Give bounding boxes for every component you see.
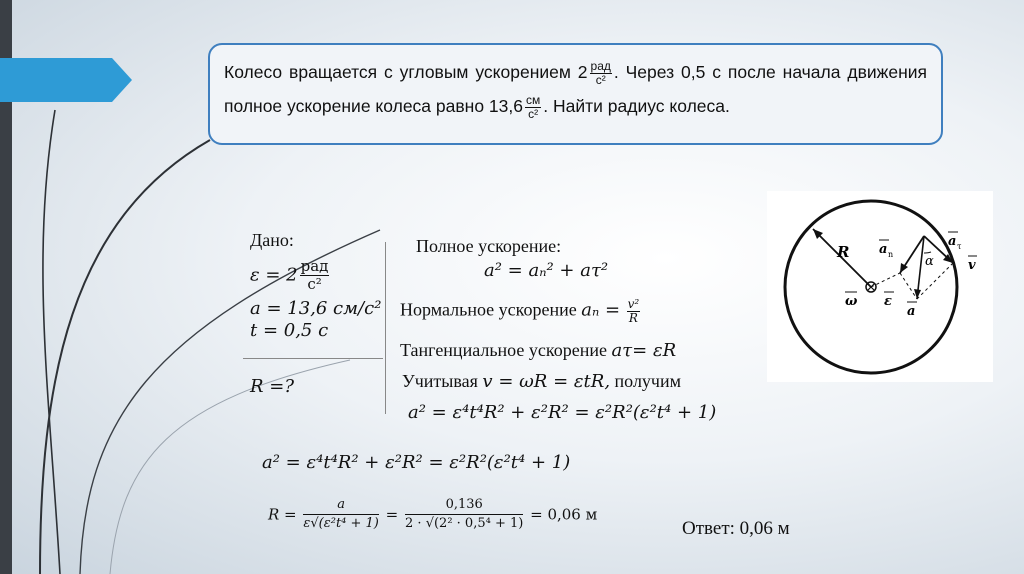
wheel-figure: [767, 191, 993, 382]
task-box: [208, 43, 943, 145]
relation-tail: получим: [614, 371, 682, 391]
unit-rad-per-s2: [590, 60, 612, 87]
result-formula-1: a² = ε⁴t⁴R² + ε²R² = ε²R²(ε²t⁴ + 1): [408, 402, 717, 423]
tang-accel: [400, 340, 676, 361]
given-relation: [402, 371, 681, 392]
r-frac1-num: a: [303, 496, 378, 515]
eps-unit-den: с²: [307, 275, 322, 293]
label-omega: ω: [845, 294, 858, 309]
r-frac-2: [405, 496, 523, 533]
full-accel-label: Полное ускорение:: [416, 236, 562, 256]
label-eps: ε: [884, 294, 892, 309]
label-a: a: [907, 304, 916, 319]
given-a: a = 13,6 см/с²: [250, 298, 382, 319]
label-alpha: α: [925, 254, 934, 269]
label-an: a: [879, 242, 888, 257]
tang-label: Тангенциальное ускорение: [400, 340, 607, 360]
answer: Ответ: 0,06 м: [682, 518, 790, 539]
given-t: t = 0,5 с: [250, 320, 329, 341]
normal-lhs: aₙ =: [581, 299, 621, 321]
task-text-3: . Найти радиус колеса.: [543, 96, 730, 116]
unit-den: с²: [595, 72, 606, 87]
label-an-sub: n: [888, 250, 894, 259]
eps-unit: [300, 258, 330, 293]
unit-num: рад: [590, 58, 611, 73]
given-divider-v: [385, 242, 386, 414]
label-v: v: [968, 258, 976, 273]
unit-num: см: [526, 92, 541, 107]
task-text-1: Колесо вращается с угловым ускорением 2: [224, 62, 588, 82]
relation-text: Учитывая: [402, 371, 478, 391]
r-frac2-den: 2 · √(2² · 0,5⁴ + 1): [405, 516, 524, 531]
r-result: = 0,06 м: [530, 505, 598, 524]
eps-unit-num: рад: [300, 257, 329, 275]
r-eq: =: [385, 505, 399, 524]
given-label: Дано:: [250, 230, 294, 250]
r-frac2-num: 0,136: [405, 496, 523, 515]
normal-label: Нормальное ускорение: [400, 299, 577, 320]
tang-formula: aτ= εR: [611, 340, 677, 361]
wheel-diagram: [767, 191, 993, 382]
r-frac1-den: ε√(ε²t⁴ + 1): [303, 516, 379, 531]
relation-formula: v = ωR = εtR,: [482, 371, 611, 392]
normal-accel: [400, 298, 642, 325]
label-r: R: [837, 243, 850, 261]
task-text-2: . Через 0,5 с после начала движения полное ускорение колеса равно 13,6: [224, 62, 927, 116]
radius-formula: [268, 496, 597, 533]
normal-num: v²: [627, 297, 640, 311]
normal-frac: [627, 298, 641, 325]
label-at-sub: τ: [957, 242, 962, 251]
result-formula-2: a² = ε⁴t⁴R² + ε²R² = ε²R²(ε²t⁴ + 1): [262, 452, 571, 473]
normal-den: R: [628, 311, 638, 325]
eps-lhs: ε = 2: [250, 264, 298, 286]
find-r: R =?: [250, 376, 295, 397]
given-epsilon: [250, 258, 331, 293]
r-frac-1: [303, 496, 378, 533]
unit-den: с²: [528, 106, 539, 121]
r-lhs: R =: [268, 505, 297, 524]
given-divider-h: [243, 358, 383, 359]
arrow-tab: [0, 58, 132, 102]
label-at: a: [948, 234, 957, 249]
full-accel-formula: a² = aₙ² + aτ²: [484, 260, 609, 281]
unit-cm-per-s2: [525, 94, 541, 121]
